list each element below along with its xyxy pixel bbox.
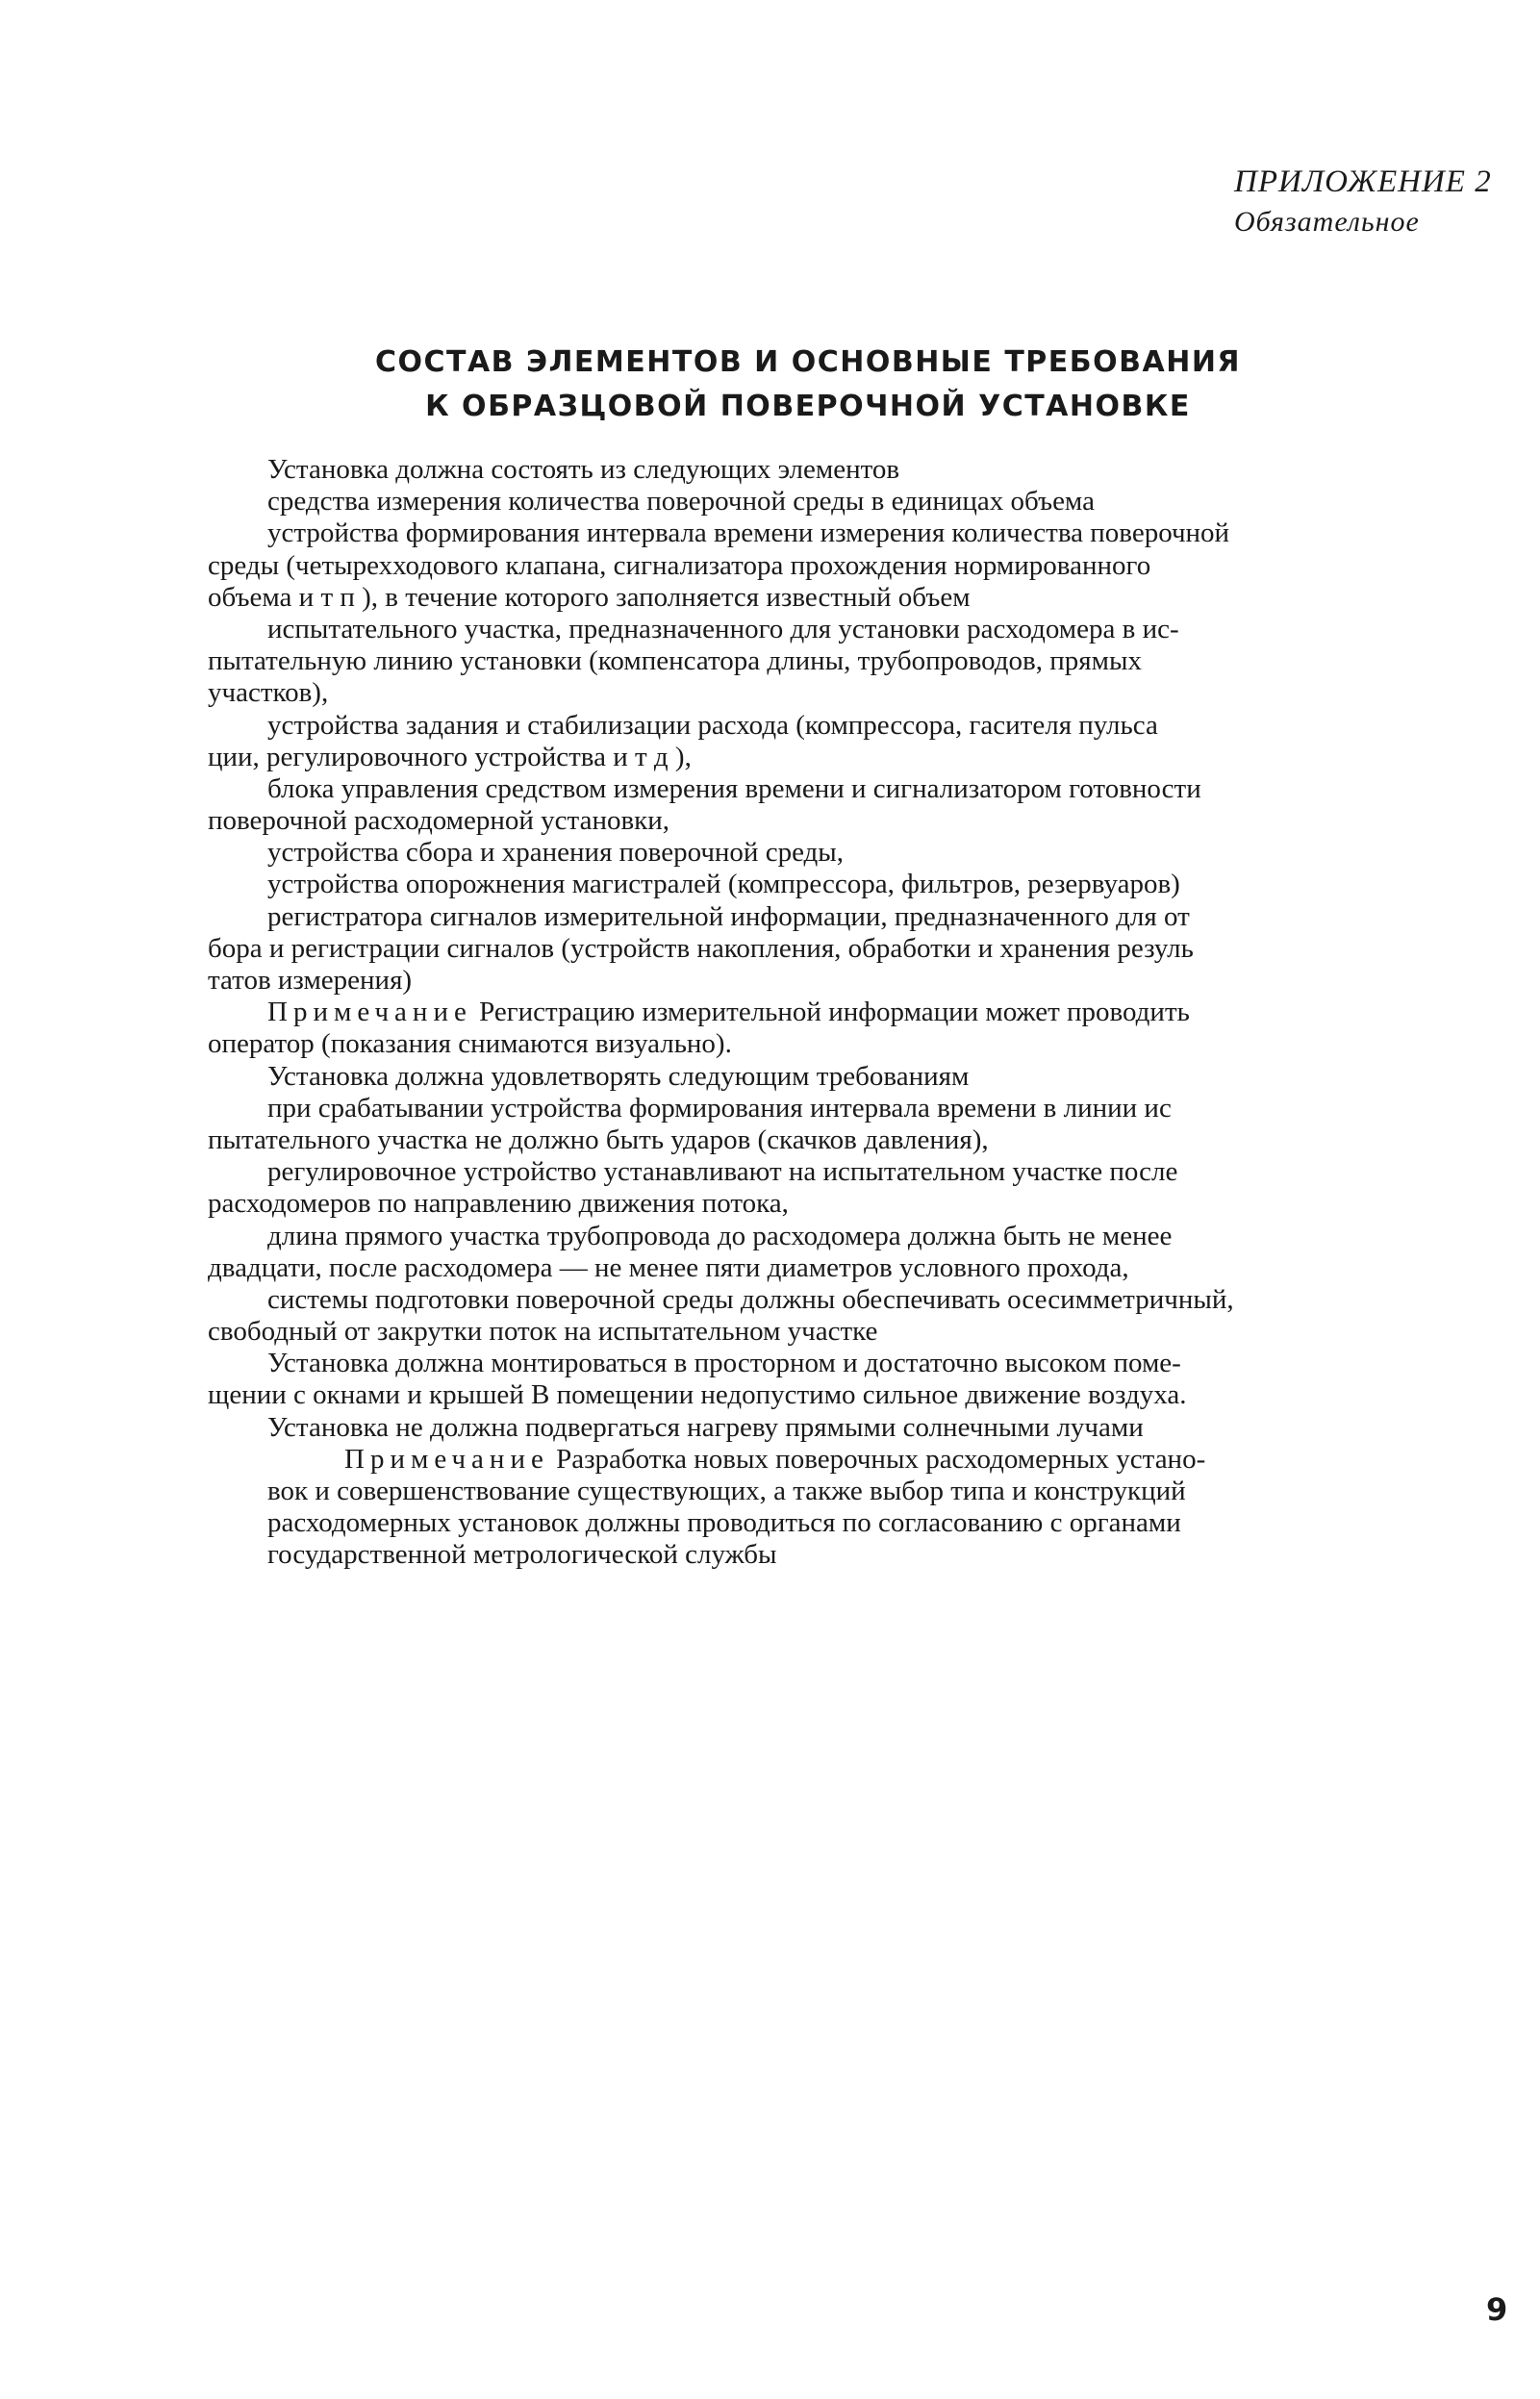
document-title <box>289 341 1327 429</box>
text-line: щении с окнами и крышей В помещении недопустимо сильное движение воздуха. <box>208 1379 1187 1411</box>
text-line: Установка не должна подвергаться нагреву прямыми солнечными лучами <box>267 1411 1144 1443</box>
text-line: объема и т п ), в течение которого заполняется известный объем <box>208 581 971 613</box>
text-line: средства измерения количества поверочной среды в единицах объема <box>267 486 1095 518</box>
text-line: устройства опорожнения магистралей (компрессора, фильтров, резервуаров) <box>267 869 1180 900</box>
title-line-1: СОСТАВ ЭЛЕМЕНТОВ И ОСНОВНЫЕ ТРЕБОВАНИЯ <box>374 345 1242 379</box>
text-line: двадцати, после расходомера — не менее пяти диаметров условного прохода, <box>208 1251 1129 1283</box>
text-line: устройства задания и стабилизации расхода (компрессора, гасителя пульса <box>267 709 1158 741</box>
text-line: участков), <box>208 677 329 709</box>
body-text <box>208 454 1540 1572</box>
text-line: среды (четырехходового клапана, сигнализатора прохождения нормированного <box>208 549 1151 581</box>
text-line: оператор (показания снимаются визуально). <box>208 1028 732 1060</box>
text-line: системы подготовки поверочной среды должны обеспечивать осесимметричный, <box>267 1283 1234 1315</box>
text-line: поверочной расходомерной установки, <box>208 805 670 837</box>
note-line <box>208 1444 1540 1476</box>
text-line: регистратора сигналов измерительной информации, предназначенного для от <box>267 900 1190 932</box>
text-line: пытательного участка не должно быть ударов (скачков давления), <box>208 1124 989 1155</box>
note-text: Разработка новых поверочных расходомерных устано- <box>556 1443 1206 1475</box>
text-line: татов измерения) <box>208 965 413 996</box>
title-line-2: К ОБРАЗЦОВОЙ ПОВЕРОЧНОЙ УСТАНОВКЕ <box>425 390 1191 423</box>
text-line: устройства сбора и хранения поверочной среды, <box>267 837 845 869</box>
text-line: Установка должна монтироваться в просторном и достаточно высоком поме- <box>267 1348 1181 1379</box>
text-line: испытательного участка, предназначенного для установки расходомера в ис- <box>267 613 1179 644</box>
text-line: расходомерных установок должны проводиться по согласованию с органами <box>267 1507 1181 1539</box>
text-line: при срабатывании устройства формирования интервала времени в линии ис <box>267 1092 1172 1124</box>
text-line: устройства формирования интервала времени измерения количества поверочной <box>267 518 1230 549</box>
page-number: 9 <box>1486 2291 1508 2328</box>
text-line: ции, регулировочного устройства и т д ), <box>208 741 692 772</box>
text-line: Установка должна удовлетворять следующим требованиям <box>267 1060 970 1092</box>
text-line: блока управления средством измерения времени и сигнализатором готовности <box>267 772 1201 804</box>
text-line: государственной метрологической службы <box>267 1539 777 1571</box>
text-line: пытательную линию установки (компенсатора длины, трубопроводов, прямых <box>208 645 1142 677</box>
note-label: Примечание <box>344 1443 549 1475</box>
text-line: расходомеров по направлению движения потока, <box>208 1188 789 1220</box>
note-line <box>208 997 1540 1028</box>
appendix-note: Обязательное <box>1234 206 1420 238</box>
appendix-label: ПРИЛОЖЕНИЕ 2 <box>1234 164 1492 199</box>
text-line: длина прямого участка трубопровода до расходомера должна быть не менее <box>267 1220 1173 1251</box>
appendix-header <box>1234 162 1540 242</box>
text-line: Установка должна состоять из следующих элементов <box>267 454 900 485</box>
text-line: вок и совершенствование существующих, а также выбор типа и конструкций <box>267 1476 1186 1506</box>
note-text: Регистрацию измерительной информации может проводить <box>479 997 1190 1028</box>
text-line: свободный от закрутки поток на испытательном участке <box>208 1316 878 1348</box>
text-line: бора и регистрации сигналов (устройств накопления, обработки и хранения резуль <box>208 932 1194 964</box>
text-line: регулировочное устройство устанавливают на испытательном участке после <box>267 1156 1178 1188</box>
note-label: Примечание <box>267 997 472 1028</box>
